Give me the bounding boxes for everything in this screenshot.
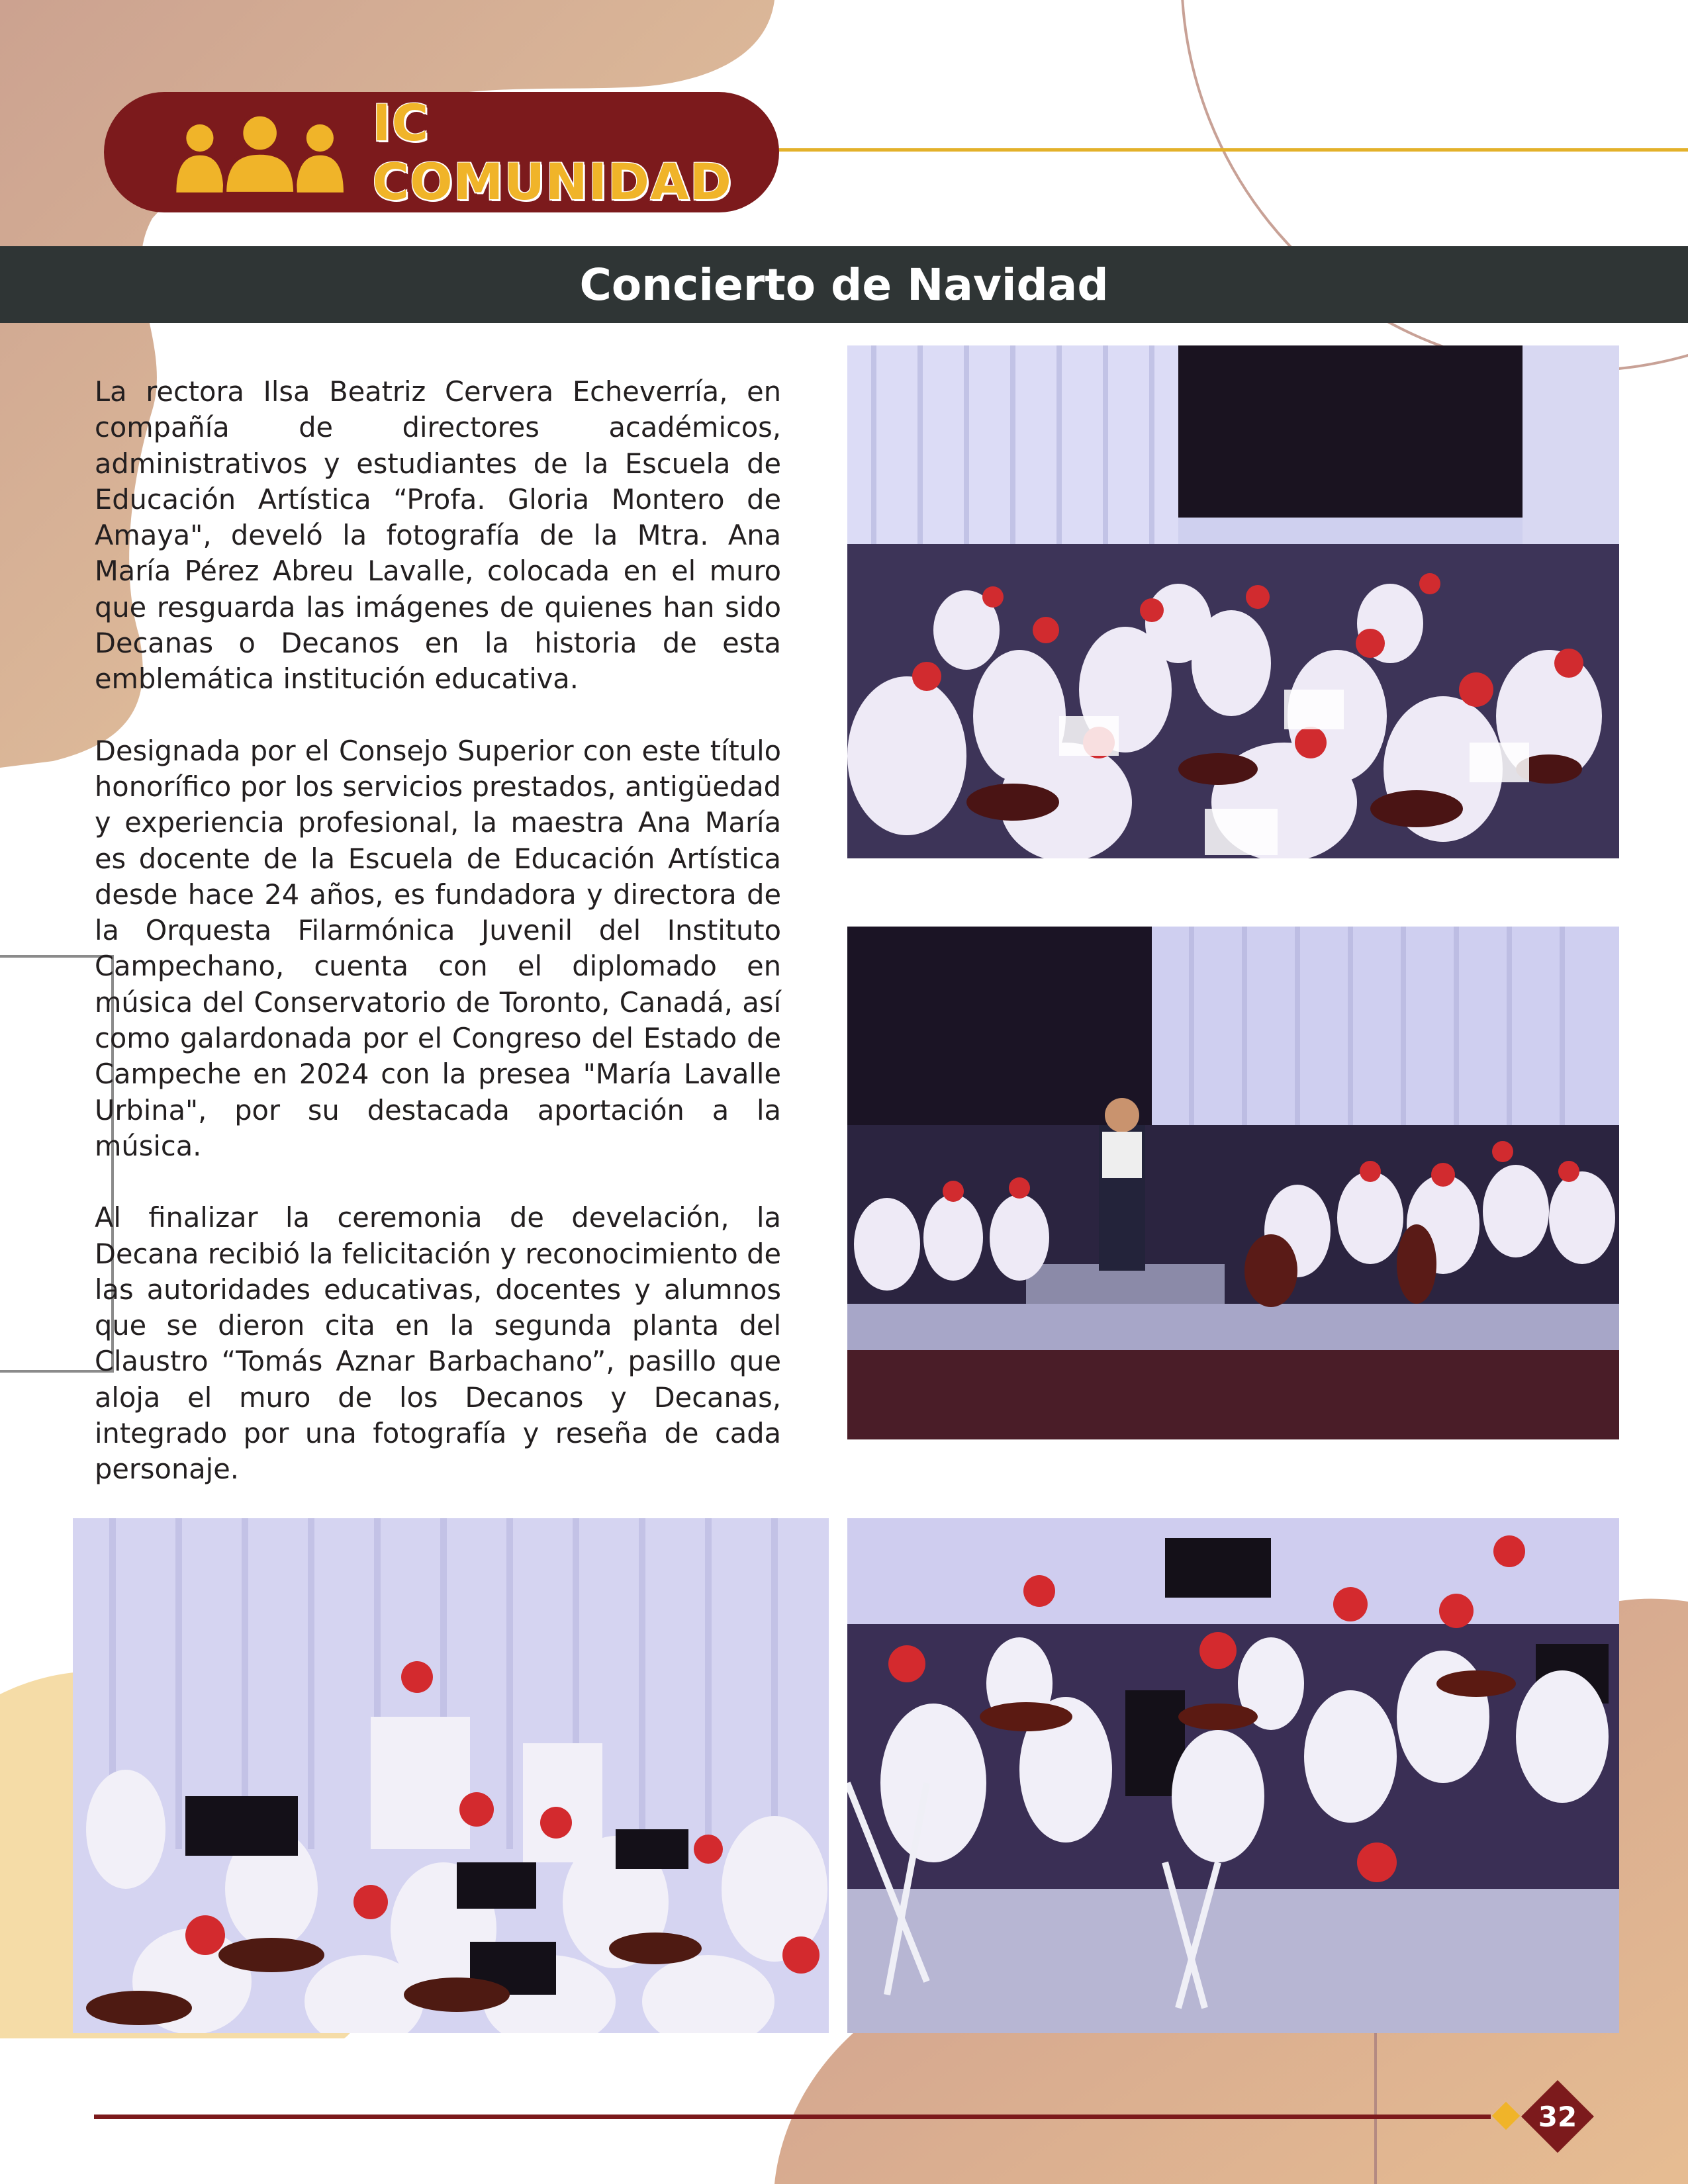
paragraph-1: La rectora Ilsa Beatriz Cervera Echeverría, en compañía de directores académicos, administrativos y estudiantes de la Escuela de Educación Artística “Profa. Gloria Montero de Amaya", develó la fotografía de la Mtra. Ana María Pérez Abreu Lavalle, colocada en el muro que resguarda las imágenes de quienes han sido Decanas o Decanos en la historia de esta emblemática institución educativa. xyxy=(95,375,781,696)
photo-conductor-on-stage xyxy=(847,927,1619,1439)
photo-violin-section-right xyxy=(847,1518,1619,2033)
page-number: 32 xyxy=(1538,2100,1577,2133)
people-group-icon xyxy=(170,109,350,195)
page-number-badge xyxy=(1521,2080,1594,2153)
paragraph-3: Al finalizar la ceremonia de develación, la Decana recibió la felicitación y reconocimiento de las autoridades educativas, docentes y alumnos que se dieron cita en la segunda planta del Claustro “Tomás Aznar Barbachano”, pasillo que aloja el muro de los Decanos y Decanas, integrado por una fotografía y reseña de cada personaje. xyxy=(95,1201,781,1486)
section-label: IC COMUNIDAD xyxy=(372,93,732,211)
footer-rule xyxy=(94,2115,1491,2119)
photo-orchestra-wide xyxy=(847,345,1619,858)
title-bar xyxy=(0,246,1688,323)
section-header-pill xyxy=(104,92,779,212)
header-rule xyxy=(778,148,1688,152)
article-body xyxy=(95,374,781,1524)
paragraph-2: Designada por el Consejo Superior con este título honorífico por los servicios prestados, antigüedad y experiencia profesional, la maestra Ana María es docente de la Escuela de Educación Artística desde hace 24 años, es fundadora y directora de la Orquesta Filarmónica Juvenil del Instituto Campechano, cuenta con el diplomado en música del Conservatorio de Toronto, Canadá, así como galardonada por el Congreso del Estado de Campeche en 2024 con la presea "María Lavalle Urbina", por su destacada aportación a la música. xyxy=(95,734,781,1162)
photo-violin-section-left xyxy=(73,1518,829,2033)
article-title: Concierto de Navidad xyxy=(579,259,1109,310)
